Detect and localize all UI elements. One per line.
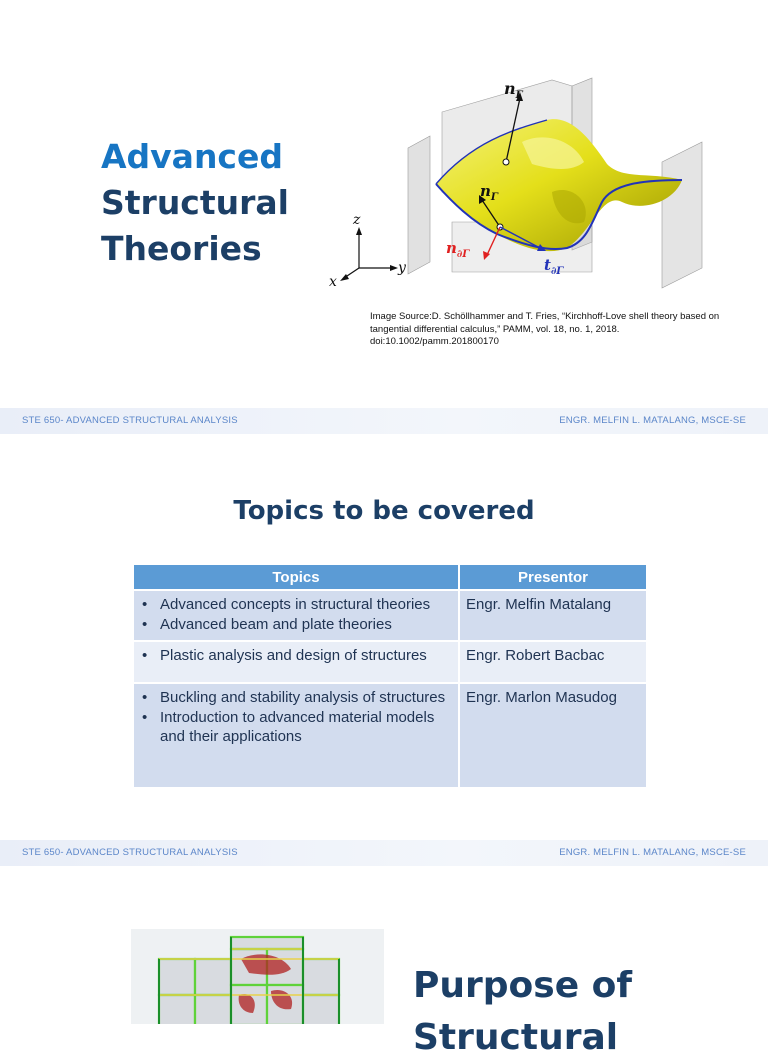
topic-item: • Plastic analysis and design of structures	[160, 646, 452, 666]
label-n-gamma-top: n	[504, 79, 516, 98]
title-line-2: Structural	[413, 1017, 619, 1058]
axis-x-label: x	[329, 274, 337, 290]
header-presentor: Presentor	[459, 565, 646, 590]
axis-z-label: z	[353, 212, 361, 228]
plane-left-back	[408, 136, 430, 274]
image-source-caption: Image Source:D. Schöllhammer and T. Fries, “Kirchhoff-Love shell theory based on tangential differential calculus,” PAMM, vol. 18, no. 1, 2018. doi:10.1002/pamm.201800170	[370, 311, 720, 347]
presentor-cell: Engr. Marlon Masudog	[459, 683, 646, 787]
svg-text:t∂Γ: $t_{\partial\Gamma}$	[544, 256, 564, 277]
table-row	[134, 641, 646, 683]
structural-model-image	[131, 929, 384, 1024]
slide-footer-1	[0, 408, 768, 434]
title-line-1: Purpose of	[413, 965, 633, 1006]
table-row	[134, 590, 646, 641]
title-line-3: Theories	[101, 229, 262, 268]
footer-instructor: ENGR. MELFIN L. MATALANG, MSCE-SE	[559, 415, 746, 426]
label-n-gamma-mid: n	[480, 182, 491, 200]
slide-3-title	[413, 960, 632, 1064]
topic-item: • Introduction to advanced material models and their applications	[160, 708, 452, 747]
header-topics: Topics	[134, 565, 459, 590]
slide-1-title	[101, 134, 289, 272]
footer-instructor: ENGR. MELFIN L. MATALANG, MSCE-SE	[559, 847, 746, 858]
topics-table	[134, 565, 646, 787]
slide-2-title: Topics to be covered	[233, 496, 535, 526]
topic-item: • Advanced beam and plate theories	[160, 615, 452, 635]
axis-y-label: y	[398, 260, 406, 276]
title-line-2: Structural	[101, 183, 289, 222]
svg-text:nΓ: $n_\Gamma$	[504, 79, 523, 101]
footer-course: STE 650- ADVANCED STRUCTURAL ANALYSIS	[22, 415, 238, 426]
topic-item: • Buckling and stability analysis of structures	[160, 688, 452, 708]
label-n-boundary: n	[446, 239, 457, 257]
svg-text:nΓ: $n_\Gamma$	[480, 182, 499, 203]
svg-text:n∂Γ: $n_{\partial\Gamma}$	[446, 239, 470, 260]
topic-item: • Advanced concepts in structural theories	[160, 595, 452, 615]
shell-theory-figure	[322, 72, 718, 294]
presentor-cell: Engr. Robert Bacbac	[459, 641, 646, 683]
footer-course: STE 650- ADVANCED STRUCTURAL ANALYSIS	[22, 847, 238, 858]
slide-1	[0, 0, 768, 408]
label-t-boundary: t	[544, 256, 551, 274]
slide-footer-2	[0, 840, 768, 866]
table-row	[134, 683, 646, 787]
presentor-cell: Engr. Melfin Matalang	[459, 590, 646, 641]
plane-front-right	[662, 142, 702, 288]
title-line-1: Advanced	[101, 137, 283, 176]
